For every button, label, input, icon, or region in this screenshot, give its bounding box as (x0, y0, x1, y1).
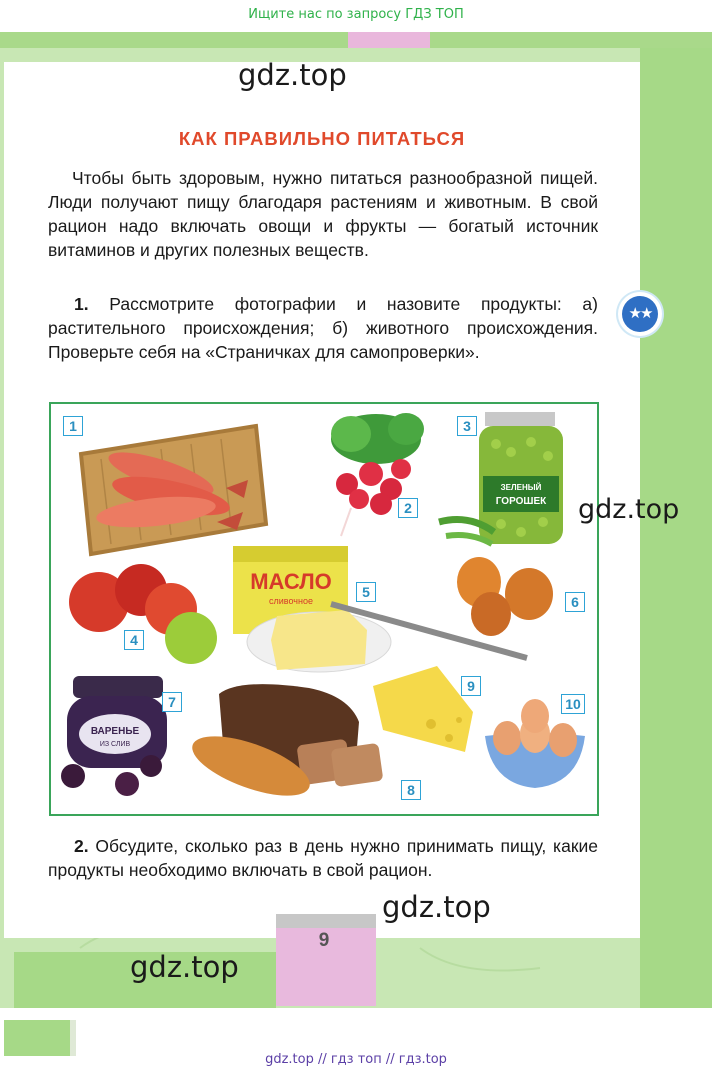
two-stars-icon: ★★ (622, 296, 658, 332)
bread-image (185, 684, 383, 808)
watermark: gdz.top (238, 58, 347, 92)
svg-text:ЗЕЛЕНЫЙ: ЗЕЛЕНЫЙ (500, 483, 542, 492)
svg-text:МАСЛО: МАСЛО (250, 569, 332, 594)
task-1 (48, 292, 598, 364)
previous-page-strip (0, 32, 712, 48)
food-photos-panel (49, 402, 599, 816)
watermark: gdz.top (578, 494, 680, 525)
difficulty-badge (618, 292, 662, 336)
task-2 (48, 834, 598, 882)
food-illustrations (51, 404, 597, 814)
watermark: gdz.top (382, 890, 491, 924)
next-page-strip (0, 1008, 712, 1048)
lesson-title: КАК ПРАВИЛЬНО ПИТАТЬСЯ (178, 128, 466, 149)
watermark: gdz.top (130, 950, 239, 984)
svg-text:сливочное: сливочное (269, 596, 313, 606)
photo-label-5: 5 (356, 582, 376, 602)
photo-label-9: 9 (461, 676, 481, 696)
footer-links[interactable]: gdz.top // гдз топ // гдз.top (265, 1052, 447, 1067)
intro-paragraph: Чтобы быть здоровым, нужно питаться разнообразной пищей. Люди получают пищу благодаря растениям и животным. В свой рацион надо включать овощи и фрукты — богатый источник витаминов и других полезных веществ. (48, 168, 598, 260)
task-1-text: Рассмотрите фотографии и назовите продукты: а) растительного происхождения; б) животного происхождения. Проверьте себя на «Страничках для самопроверки». (48, 294, 598, 362)
photo-label-7: 7 (162, 692, 182, 712)
top-banner (0, 0, 712, 32)
photo-label-2: 2 (398, 498, 418, 518)
onions-image (457, 557, 553, 636)
svg-text:ВАРЕНЬЕ: ВАРЕНЬЕ (90, 726, 140, 737)
task-2-number: 2. (74, 836, 89, 856)
cheese-image (373, 666, 473, 752)
jam-jar-image (61, 676, 167, 796)
photo-label-4: 4 (124, 630, 144, 650)
page-number-tab (276, 914, 376, 928)
task-1-number: 1. (74, 294, 89, 314)
svg-text:ИЗ СЛИВ: ИЗ СЛИВ (99, 741, 131, 748)
page-number: 9 (318, 930, 330, 951)
photo-label-6: 6 (565, 592, 585, 612)
photo-label-10: 10 (561, 694, 585, 714)
photo-label-8: 8 (401, 780, 421, 800)
svg-text:ГОРОШЕК: ГОРОШЕК (495, 496, 547, 507)
photo-label-3: 3 (457, 416, 477, 436)
top-banner-text: Ищите нас по запросу ГДЗ ТОП (248, 7, 464, 22)
task-2-text: Обсудите, сколько раз в день нужно принимать пищу, какие продукты необходимо включать в свой рацион. (48, 836, 598, 880)
photo-label-1: 1 (63, 416, 83, 436)
right-decor-band (640, 48, 712, 1008)
fish-basket-image (81, 426, 266, 554)
